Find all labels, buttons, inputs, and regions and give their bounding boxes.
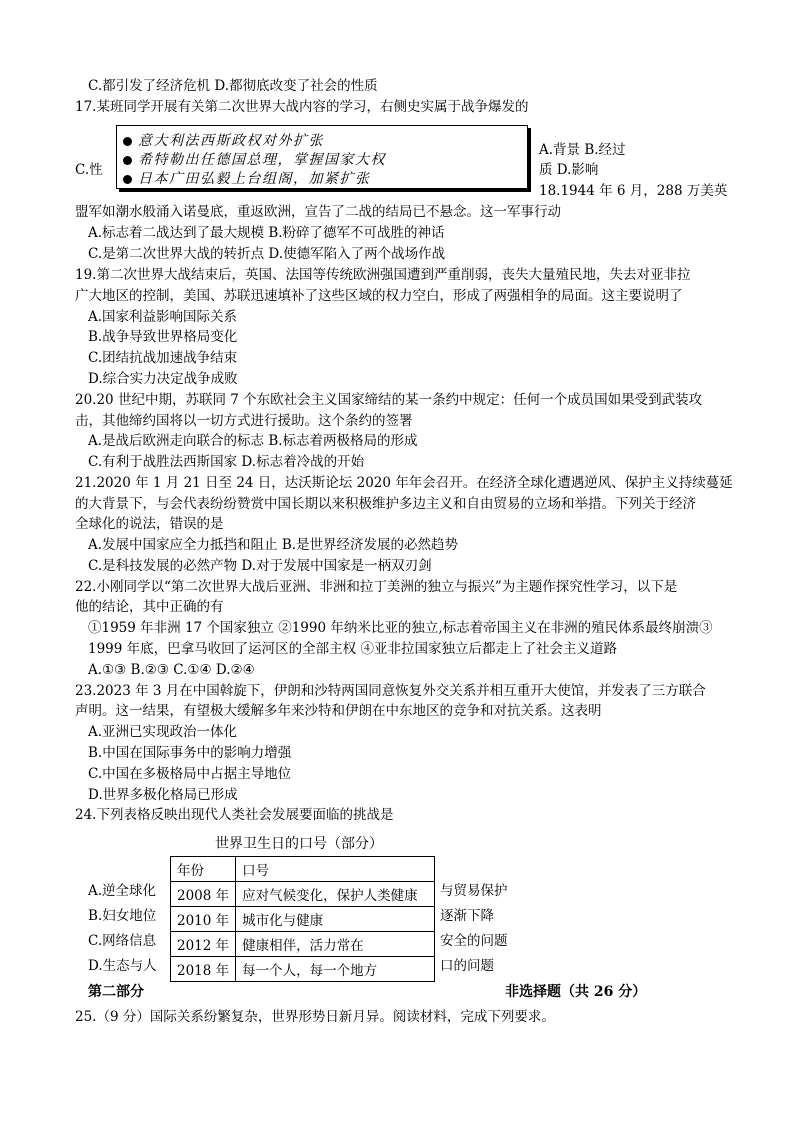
table-cell: 2008 年 (171, 882, 236, 907)
q18-options-ab: A.标志着二战达到了最大规模 B.粉碎了德军不可战胜的神话 (88, 225, 445, 241)
q23-option-a: A.亚洲已实现政治一体化 (88, 724, 238, 740)
table-row (171, 907, 435, 932)
q21-stem-c: 全球化的说法，错误的是 (75, 516, 224, 532)
part2-subheading: 非选择题（共 26 分） (505, 984, 647, 1000)
q17-stem: 17.某班同学开展有关第二次世界大战内容的学习，右侧史实属于战争爆发的 (75, 99, 529, 115)
slogan-table (170, 856, 435, 982)
q21-options-cd: C.是科技发展的必然产物 D.对于发展中国家是一柄双刃剑 (88, 558, 432, 574)
q23-stem-b: 声明。这一结果，有望极大缓解多年来沙特和伊朗在中东地区的竞争和对抗关系。这表明 (75, 703, 602, 719)
table-header: 口号 (236, 857, 435, 882)
q19-option-b: B.战争导致世界格局变化 (88, 329, 238, 345)
q17-fact-1: 意大利法西斯政权对外扩张 (123, 130, 324, 150)
table-cell: 2012 年 (171, 932, 236, 957)
q19-option-a: A.国家利益影响国际关系 (88, 309, 238, 325)
q22-stem-a: 22.小刚同学以“第二次世界大战后亚洲、非洲和拉丁美洲的独立与振兴”为主题作探究性学习，以下是 (75, 579, 678, 595)
q17-option-c: C.性 (75, 162, 103, 178)
part2-heading: 第二部分 (88, 984, 144, 1000)
table-cell: 2010 年 (171, 907, 236, 932)
table-cell: 应对气候变化，保护人类健康 (236, 882, 435, 907)
q23-option-d: D.世界多极化格局已形成 (88, 787, 238, 803)
q20-options-ab: A.是战后欧洲走向联合的标志 B.标志着两极格局的形成 (88, 433, 418, 449)
q19-option-c: C.团结抗战加速战争结束 (88, 350, 238, 366)
q24-option-b-left: B.妇女地位 (88, 908, 157, 924)
table-title: 世界卫生日的口号（部分） (215, 836, 383, 852)
q17-facts-box (116, 125, 528, 189)
q16-options-cd: C.都引发了经济危机 D.都彻底改变了社会的性质 (88, 78, 378, 94)
table-cell: 健康相伴，活力常在 (236, 932, 435, 957)
table-row (171, 957, 435, 982)
q23-option-c: C.中国在多极格局中占据主导地位 (88, 766, 292, 782)
q19-stem-a: 19.第二次世界大战结束后，英国、法国等传统欧洲强国遭到严重削弱，丧失大量殖民地，失去对亚非拉 (75, 267, 691, 283)
table-row (171, 932, 435, 957)
q17-fact-3: 日本广田弘毅上台组阁，加紧扩张 (123, 168, 371, 188)
q20-options-cd: C.有利于战胜法西斯国家 D.标志着冷战的开始 (88, 454, 365, 470)
q19-option-d: D.综合实力决定战争成败 (88, 371, 238, 387)
bullet-icon (123, 175, 132, 184)
table-cell: 每一个人，每一个地方 (236, 957, 435, 982)
q21-options-ab: A.发展中国家应全力抵挡和阻止 B.是世界经济发展的必然趋势 (88, 537, 459, 553)
q24-stem: 24.下列表格反映出现代人类社会发展要面临的挑战是 (75, 807, 394, 823)
q19-stem-b: 广大地区的控制，美国、苏联迅速填补了这些区域的权力空白，形成了两强相争的局面。这主要说明了 (75, 288, 683, 304)
q24-option-d-left: D.生态与人 (88, 958, 157, 974)
q22-items-a: ①1959 年非洲 17 个国家独立 ②1990 年纳米比亚的独立,标志着帝国主义在非洲的殖民体系最终崩溃③ (88, 620, 713, 636)
q22-stem-b: 他的结论，其中正确的有 (75, 599, 224, 615)
q23-option-b: B.中国在国际事务中的影响力增强 (88, 745, 292, 761)
table-cell: 2018 年 (171, 957, 236, 982)
q22-items-b: 1999 年底，巴拿马收回了运河区的全部主权 ④亚非拉国家独立后都走上了社会主义道路 (88, 641, 617, 657)
q17-options-cd: 质 D.影响 (539, 162, 599, 178)
bullet-icon (123, 156, 132, 165)
table-cell: 城市化与健康 (236, 907, 435, 932)
q25-stem: 25.（9 分）国际关系纷繁复杂，世界形势日新月异。阅读材料，完成下列要求。 (75, 1009, 555, 1025)
q24-option-d-right: 口的问题 (440, 958, 494, 974)
q21-stem-a: 21.2020 年 1 月 21 日至 24 日，达沃斯论坛 2020 年年会召开。在经济全球化遭遇逆风、保护主义持续蔓延 (75, 475, 733, 491)
q17-fact-2: 希特勒出任德国总理，掌握国家大权 (123, 149, 386, 169)
q24-option-c-right: 安全的问题 (440, 933, 508, 949)
q24-option-c-left: C.网络信息 (88, 933, 157, 949)
table-row (171, 882, 435, 907)
q18-stem-b: 盟军如潮水般涌入诺曼底，重返欧洲，宣告了二战的结局已不悬念。这一军事行动 (75, 204, 561, 220)
q17-options-ab: A.背景 B.经过 (539, 142, 626, 158)
q18-stem-a: 18.1944 年 6 月，288 万美英 (539, 183, 728, 199)
table-header-row (171, 857, 435, 882)
q23-stem-a: 23.2023 年 3 月在中国斡旋下，伊朗和沙特两国同意恢复外交关系并相互重开大使馆，并发表了三方联合 (75, 683, 706, 699)
q22-options: A.①③ B.②③ C.①④ D.②④ (88, 662, 255, 678)
q24-option-a-left: A.逆全球化 (88, 883, 157, 899)
q18-options-cd: C.是第二次世界大战的转折点 D.使德军陷入了两个战场作战 (88, 246, 446, 262)
q24-option-b-right: 逐渐下降 (440, 908, 494, 924)
table-header: 年份 (171, 857, 236, 882)
q20-stem-a: 20.20 世纪中期，苏联同 7 个东欧社会主义国家缔结的某一条约中规定：任何一个成员国如果受到武装攻 (75, 392, 703, 408)
q24-option-a-right: 与贸易保护 (440, 883, 508, 899)
q21-stem-b: 的大背景下，与会代表纷纷赞赏中国长期以来积极维护多边主义和自由贸易的立场和举措。下列关于经济 (75, 496, 696, 512)
bullet-icon (123, 137, 132, 146)
q20-stem-b: 击，其他缔约国将以一切方式进行援助。这个条约的签署 (75, 413, 413, 429)
